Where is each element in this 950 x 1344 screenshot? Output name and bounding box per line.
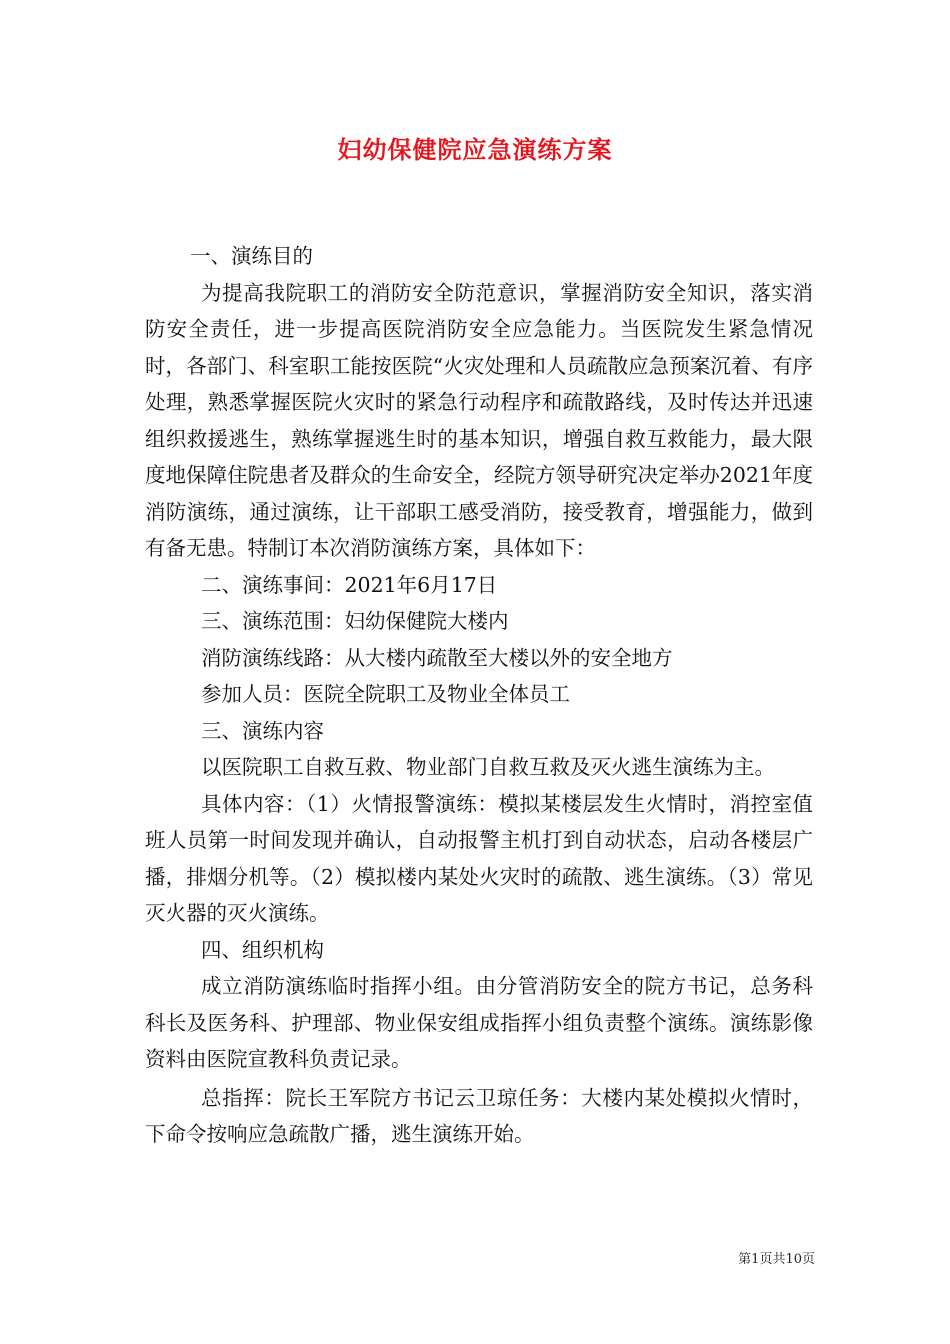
paragraph-drill-scope: 三、演练范围：妇幼保健院大楼内 <box>201 609 509 633</box>
paragraph-drill-route: 消防演练线路：从大楼内疏散至大楼以外的安全地方 <box>201 645 673 670</box>
paragraph-participants: 参加人员：医院全院职工及物业全体员工 <box>201 682 570 706</box>
document-body <box>145 238 813 1153</box>
paragraph-drill-time: 二、演练事间：2021年6月17日 <box>201 572 498 597</box>
paragraph-purpose: 为提高我院职工的消防安全防范意识，掌握消防安全知识，落实消防安全责任，进一步提高医院消防安全应急能力。当医院发生紧急情况时，各部门、科室职工能按医院“火灾处理和人员疏散应急预案沉着、有序处理，熟悉掌握医院火灾时的紧急行动程序和疏散路线，及时传达并迅速组织救援逃生，熟练掌握逃生时的基本知识，增强自救互救能力，最大限度地保障住院患者及群众的生命安全，经院方领导研究决定举办2021年度消防演练，通过演练，让干部职工感受消防，接受教育，增强能力，做到有备无患。特制订本次消防演练方案，具体如下： <box>145 280 813 560</box>
document-title: 妇幼保健院应急演练方案 <box>337 135 613 164</box>
section-heading-organization: 四、组织机构 <box>201 937 324 962</box>
section-heading-purpose: 一、演练目的 <box>190 244 313 268</box>
paragraph-organization: 成立消防演练临时指挥小组。由分管消防安全的院方书记，总务科科长及医务科、护理部、物业保安组成指挥小组负责整个演练。演练影像资料由医院宣教科负责记录。 <box>145 974 813 1071</box>
section-heading-content: 三、演练内容 <box>201 718 324 743</box>
paragraph-commander: 总指挥：院长王军院方书记云卫琼任务：大楼内某处模拟火情时，下命令按响应急疏散广播，逃生演练开始。 <box>145 1085 813 1146</box>
page-number: 第1页共10页 <box>738 1252 815 1267</box>
paragraph-content-summary: 以医院职工自救互救、物业部门自救互救及灭火逃生演练为主。 <box>201 755 775 779</box>
paragraph-content-detail: 具体内容：（1）火情报警演练：模拟某楼层发生火情时，消控室值班人员第一时间发现并确认，自动报警主机打到自动状态，启动各楼层广播，排烟分机等。（2）模拟楼内某处火灾时的疏散、逃生演练。（3）常见灭火器的灭火演练。 <box>145 791 813 925</box>
